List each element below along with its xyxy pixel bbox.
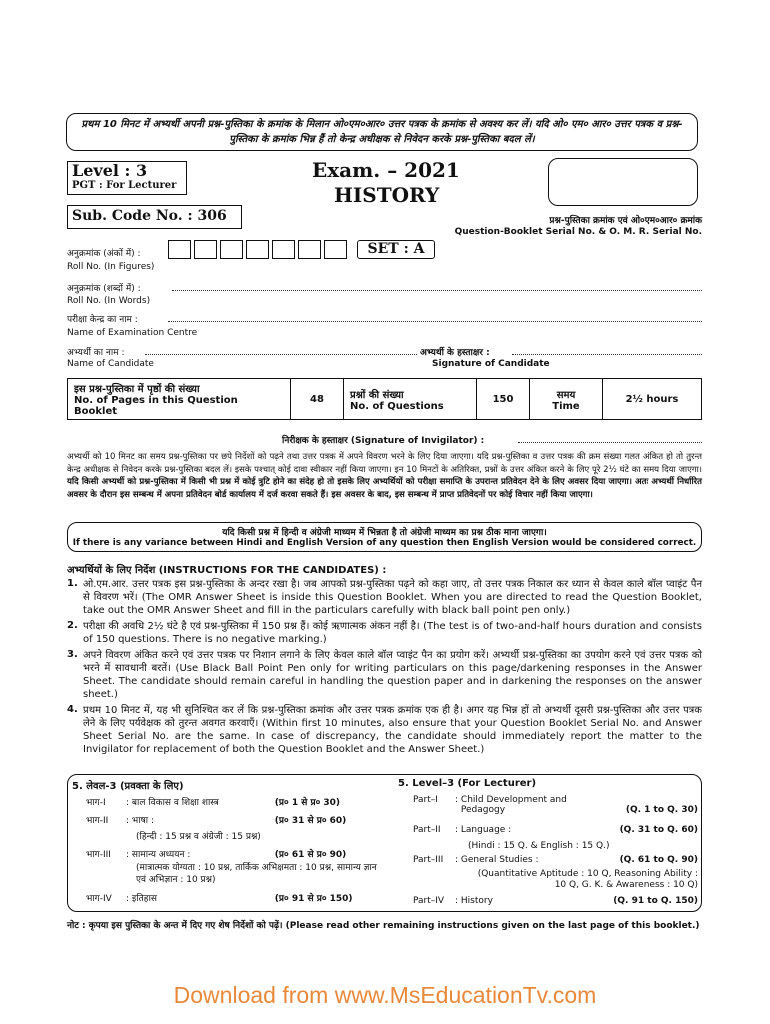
time-label-cell	[530, 379, 603, 420]
roll-digit-box[interactable]	[324, 240, 347, 259]
parts-en-row: Part–I : Child Development and Pedagogy (Q. 1 to Q. 30)	[413, 795, 698, 815]
parts-en-row: Part–IV : History (Q. 91 to Q. 150)	[413, 896, 698, 906]
part-en-name: History	[460, 896, 493, 906]
instruction-item	[67, 649, 702, 701]
part-hi-name: भाषा :	[131, 816, 154, 826]
download-watermark[interactable]: Download from www.MsEducationTv.com	[173, 982, 597, 1008]
instructions-list	[67, 578, 702, 756]
roll-digit-box[interactable]	[168, 240, 191, 259]
part-hi-label: भाग-III	[86, 850, 111, 860]
roll-digit-box[interactable]	[194, 240, 217, 259]
variance-hindi: यदि किसी प्रश्न में हिन्दी व अंग्रेजी माध्यम में भिन्नता है तो अंग्रेजी माध्यम का प्रश्न ठीक माना जाएगा।	[222, 528, 547, 538]
parts-hi-row: भाग-I : बाल विकास व शिक्षा शास्त्र (प्र० 1 से प्र० 30)	[86, 795, 386, 808]
instruction-text: अपने विवरण अंकित करने एवं उत्तर पत्रक पर निशान लगाने के लिए केवल काले बॉल प्वाइंट पैन का प्रयोग करें। अभ्यर्थी प्रश्न-पुस्तिका का उपयोग करने एवं उत्तर पत्रक को भरने में सावधानी बरतें। (Use Black Ball Point Pen only for writing particulars on this page/darkening responses in the Answer Sheet. The candidate should remain careful in handling the question paper and in darkening the responses on the answer sheet.)	[83, 650, 702, 700]
cand-label: अभ्यर्थी का नाम :	[67, 348, 125, 358]
variance-en: If there is any variance between Hindi and English Version of any question then English Version would be considered correct.	[72, 538, 697, 548]
part-en-name: Language :	[460, 825, 512, 835]
part-hi-range: (प्र० 31 से प्र० 60)	[274, 816, 347, 826]
part-en-label: Part–II	[413, 825, 441, 835]
centre-en: Name of Examination Centre	[67, 328, 198, 338]
q-label-hi: प्रश्नों की संख्या	[350, 389, 404, 401]
instruction-num: 3.	[67, 649, 78, 660]
part-hi-name: सामान्य अध्ययन :	[131, 850, 191, 860]
part-hi-label: भाग-I	[86, 798, 106, 808]
parts-en-row: Part–III : General Studies : (Q. 61 to Q. 90)	[413, 855, 698, 865]
serial-box	[548, 158, 698, 206]
instruction-text: परीक्षा की अवधि 2½ घंटे है एवं प्रश्न-पुस्तिका में 150 प्रश्न हैं। कोई ऋणात्मक अंकन नहीं है। (The test is of two-and-half hours duration and consists of 150 questions. There is no negative marking.)	[83, 621, 702, 645]
centre-label: परीक्षा केन्द्र का नाम :	[67, 315, 138, 325]
part-en-range: (Q. 31 to Q. 60)	[619, 825, 698, 835]
roll-digit-box[interactable]	[220, 240, 243, 259]
instruction-text: प्रथम 10 मिनट में, यह भी सुनिश्चित कर लें कि प्रश्न-पुस्तिका क्रमांक और उत्तर पत्रक क्रमांक एक ही है। अगर यह भिन्न हों तो अभ्यर्थी दूसरी प्रश्न-पुस्तिका और उत्तर पत्रक लेने के लिए पर्यवेक्षक को तुरन्त अवगत करवाएँ। (Within first 10 minutes, also ensure that your Question Booklet Serial No. and Answer Sheet Serial No. are the same. In case of discrepancy, the candidate should immediately report the matter to the Invigilator for replacement of both the Question Booklet and the Answer Sheet.)	[83, 705, 702, 755]
subject-title: HISTORY	[334, 183, 440, 207]
sig-label: अभ्यर्थी के हस्ताक्षर :	[420, 348, 490, 358]
parts-en-row: Part–II : Language : (Q. 31 to Q. 60)	[413, 825, 698, 835]
part-en-note: (Hindi : 15 Q. & English : 15 Q.)	[468, 841, 610, 851]
part-hi-name: इतिहास	[131, 894, 157, 904]
intro-text-bold: यदि किसी अभ्यर्थी को प्रश्न-पुस्तिका में किसी भी प्रश्न में कोई त्रुटि होने का संदेह हो तो इसके लिए अभ्यर्थियों को परीक्षा समाप्ति के उपरान्त प्रतिवेदन देने के लिए अवसर दिया जाएगा। अतः अभ्यर्थी निर्धारित अवसर के दौरान इस सम्बन्ध में अपना प्रतिवेदन बोर्ड कार्यालय में दर्ज करवा सकते हैं। इस अवसर के बाद, इस सम्बन्ध में प्राप्त प्रतिवेदनों पर कोई विचार नहीं किया जाएगा।	[67, 477, 702, 500]
instruction-item	[67, 704, 702, 756]
roll-digit-box[interactable]	[246, 240, 269, 259]
instruction-num: 2.	[67, 620, 78, 631]
intro-text: अभ्यर्थी को 10 मिनट का समय प्रश्न-पुस्तिका पर छपे निर्देशों को पढ़ने तथा उत्तर पत्रक में अपने विवरण भरने के लिए दिया जाएगा। यदि प्रश्न-पुस्तिका व उत्तर पत्रक की क्रम संख्या गलत अंकित हो तो तुरन्त केन्द्र अधीक्षक से निवेदन करके प्रश्न-पुस्तिका बदल लें। इसके पश्चात् कोई दावा स्वीकार नहीं किया जाएगा। इन 10 मिनटों के अतिरिक्त, प्रश्नों के उत्तर अंकित करने के लिए पूरे 2½ घंटे का समय दिया जाएगा।	[67, 452, 702, 475]
instructions-title: अभ्यर्थियों के लिए निर्देश (INSTRUCTIONS FOR THE CANDIDATES) :	[67, 565, 387, 576]
part-hi-note: (हिन्दी : 15 प्रश्न व अंग्रेजी : 15 प्रश्न)	[136, 832, 261, 842]
sig-en: Signature of Candidate	[432, 359, 550, 369]
part-en-label: Part–III	[413, 855, 444, 865]
serial-label-en: Question-Booklet Serial No. & O. M. R. Serial No.	[454, 227, 702, 237]
exam-title: Exam. – 2021	[312, 158, 460, 182]
invigilator-label: निरीक्षक के हस्ताक्षर (Signature of Invigilator) :	[282, 436, 485, 446]
serial-label-hindi: प्रश्न-पुस्तिका क्रमांक एवं ओ०एम०आर० क्रमांक	[549, 216, 702, 226]
part-en-note: (Quantitative Aptitude : 10 Q, Reasoning Ability : 10 Q, G. K. & Awareness : 10 Q)	[477, 869, 698, 890]
part-hi-range: (प्र० 1 से प्र० 30)	[274, 798, 341, 808]
set-badge: SET : A	[357, 240, 435, 259]
part-en-label: Part–IV	[413, 896, 445, 906]
pages-label-cell	[68, 379, 291, 420]
parts-hi-title: 5. लेवल-3 (प्रवक्ता के लिए)	[72, 781, 184, 792]
pages-value: 48	[291, 379, 344, 420]
footer-note: नोट : कृपया इस पुस्तिका के अन्त में दिए गए शेष निर्देशों को पढ़ें। (Please read other remaining instructions given on the last page of this booklet.)	[67, 921, 700, 931]
parts-hi-row: भाग-II : भाषा : (प्र० 31 से प्र० 60)	[86, 813, 386, 826]
time-value: 2½ hours	[603, 379, 702, 420]
part-en-name: Child Development and Pedagogy	[460, 795, 567, 815]
instruction-item	[67, 620, 702, 646]
part-hi-note: (मात्रात्मक योग्यता : 10 प्रश्न, तार्किक अभिक्षमता : 10 प्रश्न, सामान्य ज्ञान एवं अभिज्ञान : 10 प्रश्न)	[136, 863, 377, 885]
time-label-hi: समय	[556, 389, 576, 401]
level-label: Level : 3	[72, 161, 148, 180]
q-label-en: No. of Questions	[350, 400, 444, 412]
part-hi-label: भाग-IV	[86, 894, 112, 904]
part-hi-range: (प्र० 61 से प्र० 90)	[274, 850, 347, 860]
level-sub: PGT : For Lecturer	[72, 180, 177, 191]
part-hi-range: (प्र० 91 से प्र० 150)	[274, 894, 353, 904]
roll-words-label: अनुक्रमांक (शब्दों में) :	[67, 284, 141, 294]
time-label-en: Time	[552, 400, 580, 412]
sig-line[interactable]	[512, 354, 702, 355]
part-en-name: General Studies :	[460, 855, 539, 865]
parts-hi-row: भाग-III : सामान्य अध्ययन : (प्र० 61 से प्र० 90)	[86, 847, 386, 860]
roll-digit-box[interactable]	[298, 240, 321, 259]
invigilator-line[interactable]	[518, 442, 702, 443]
pages-label-hi: इस प्रश्न-पुस्तिका में पृष्ठों की संख्या	[74, 384, 200, 395]
instruction-item	[67, 578, 702, 617]
instruction-num: 1.	[67, 578, 78, 589]
part-en-label: Part–I	[413, 795, 438, 805]
sub-code: Sub. Code No. : 306	[67, 205, 242, 229]
instruction-num: 4.	[67, 704, 78, 715]
part-en-range: (Q. 91 to Q. 150)	[613, 896, 698, 906]
roll-fig-label: अनुक्रमांक (अंकों में) :	[67, 249, 141, 259]
parts-hi-row: भाग-IV : इतिहास (प्र० 91 से प्र० 150)	[86, 891, 386, 904]
roll-fig-en: Roll No. (In Figures)	[67, 262, 155, 272]
part-hi-label: भाग-II	[86, 816, 109, 826]
variance-box	[67, 522, 702, 552]
cand-en: Name of Candidate	[67, 359, 154, 369]
q-value: 150	[477, 379, 530, 420]
centre-line[interactable]	[168, 321, 702, 322]
parts-box	[67, 774, 702, 912]
notice-hindi: प्रथम 10 मिनट में अभ्यर्थी अपनी प्रश्न-पुस्तिका के क्रमांक के मिलान ओ०एम०आर० उत्तर पत्रक के क्रमांक से अवश्य कर लें। यदि ओ० एम० आर० उत्तर पत्रक व प्रश्न-पुस्तिका के क्रमांक भिन्न हैं तो केन्द्र अधीक्षक से निवेदन करके प्रश्न-पुस्तिका बदल लें।	[81, 119, 683, 145]
q-label-cell	[344, 379, 477, 420]
part-hi-name: बाल विकास व शिक्षा शास्त्र	[131, 798, 219, 808]
parts-en-title: 5. Level–3 (For Lecturer)	[398, 778, 537, 789]
part-en-range: (Q. 61 to Q. 90)	[619, 855, 698, 865]
part-en-range: (Q. 1 to Q. 30)	[625, 805, 698, 815]
intro-paragraph	[67, 451, 702, 501]
notice-box	[66, 113, 698, 151]
roll-words-en: Roll No. (In Words)	[67, 296, 151, 306]
roll-words-line[interactable]	[172, 290, 702, 291]
instruction-text: ओ.एम.आर. उत्तर पत्रक इस प्रश्न-पुस्तिका के अन्दर रखा है। जब आपको प्रश्न-पुस्तिका पढ़ने को कहा जाए, तो उत्तर पत्रक निकाल कर ध्यान से केवल काले बॉल प्वाइंट पैन से विवरण भरें। (The OMR Answer Sheet is inside this Question Booklet. When you are directed to read the Question Booklet, take out the OMR Answer Sheet and fill in the particulars carefully with black ball point pen only.)	[83, 579, 702, 616]
counts-table	[67, 378, 702, 420]
roll-boxes[interactable]	[168, 240, 350, 263]
cand-line[interactable]	[145, 354, 417, 355]
pages-label-en: No. of Pages in this Question Booklet	[74, 395, 238, 417]
roll-digit-box[interactable]	[272, 240, 295, 259]
level-box	[67, 161, 187, 195]
